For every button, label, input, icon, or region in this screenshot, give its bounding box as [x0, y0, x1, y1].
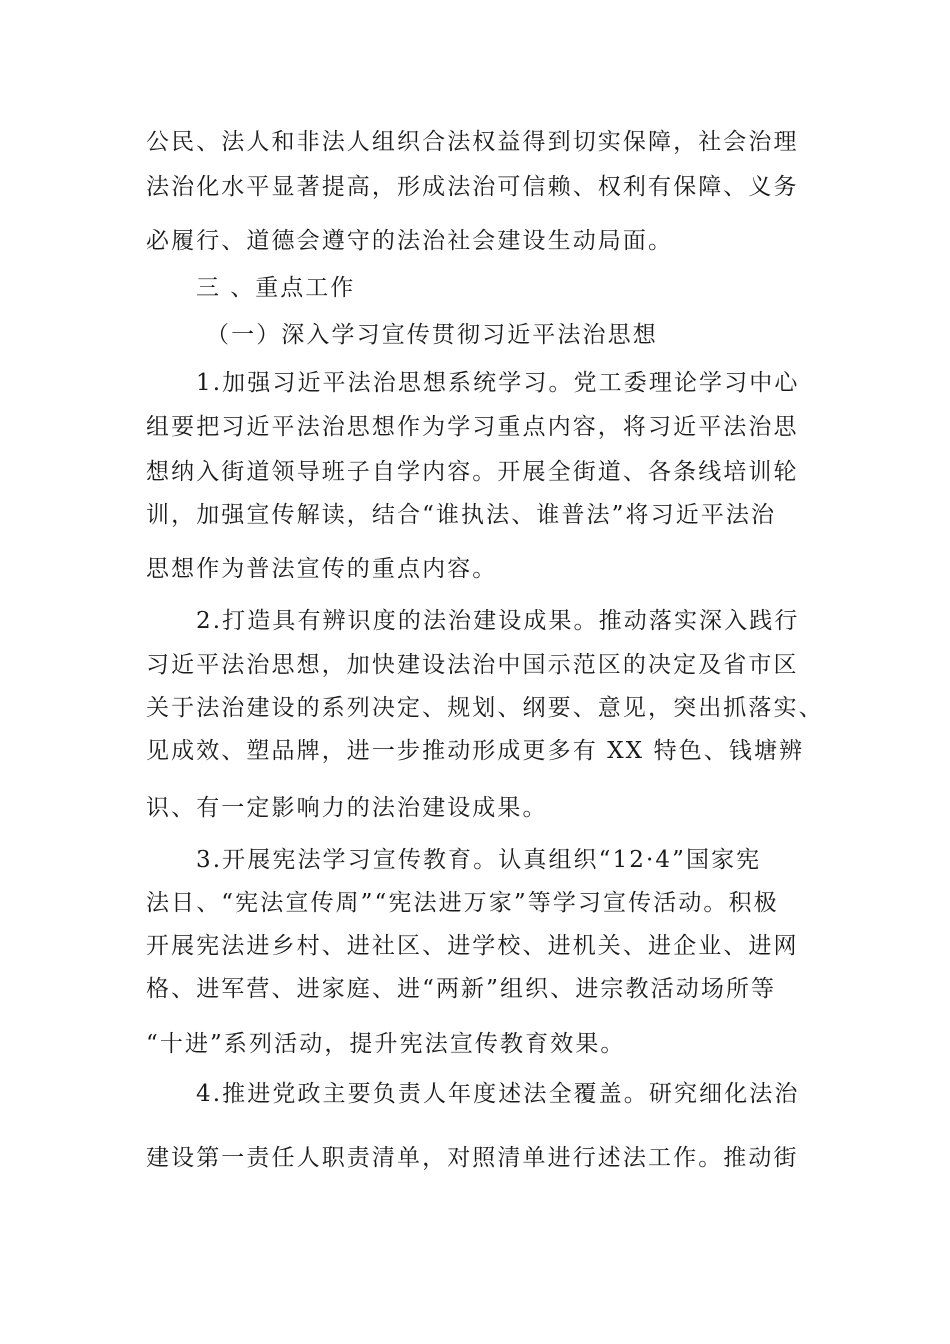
text-line: 想纳入街道领导班子自学内容。开展全街道、各条线培训轮	[146, 459, 799, 485]
section-heading: 三 、重点工作	[196, 275, 356, 301]
text-line: 思想作为普法宣传的重点内容。	[146, 556, 498, 582]
text-line: 开展宪法进乡村、进社区、进学校、进机关、进企业、进网	[146, 933, 799, 959]
subsection-heading: （一）深入学习宣传贯彻习近平法治思想	[206, 322, 658, 348]
text-line: 法日、“宪法宣传周”“宪法进万家”等学习宣传活动。积极	[146, 890, 779, 916]
text-line: 建设第一责任人职责清单，对照清单进行述法工作。推动街	[146, 1145, 799, 1171]
text-line: 必履行、道德会遵守的法治社会建设生动局面。	[146, 228, 674, 254]
text-line: 训，加强宣传解读，结合“谁执法、谁普法”将习近平法治	[146, 502, 777, 528]
text-line: 格、进军营、进家庭、进“两新”组织、进宗教活动场所等	[146, 976, 777, 1002]
text-line: 公民、法人和非法人组织合法权益得到切实保障，社会治理	[146, 129, 799, 155]
text-line: 3.开展宪法学习宣传教育。认真组织“12·4”国家宪	[196, 847, 762, 873]
text-line: 关于法治建设的系列决定、规划、纲要、意见，突出抓落实、	[146, 695, 824, 721]
text-line: 4.推进党政主要负责人年度述法全覆盖。研究细化法治	[196, 1081, 800, 1107]
text-line: 习近平法治思想，加快建设法治中国示范区的决定及省市区	[146, 652, 799, 678]
text-line: 组要把习近平法治思想作为学习重点内容，将习近平法治思	[146, 414, 799, 440]
text-line: “十进”系列活动，提升宪法宣传教育效果。	[146, 1031, 626, 1057]
text-line: 识、有一定影响力的法治建设成果。	[146, 795, 548, 821]
text-line: 2.打造具有辨识度的法治建设成果。推动落实深入践行	[196, 608, 800, 634]
text-line: 1.加强习近平法治思想系统学习。党工委理论学习中心	[196, 370, 800, 396]
text-line: 见成效、塑品牌，进一步推动形成更多有 XX 特色、钱塘辨	[146, 738, 805, 764]
text-line: 法治化水平显著提高，形成法治可信赖、权利有保障、义务	[146, 174, 799, 200]
